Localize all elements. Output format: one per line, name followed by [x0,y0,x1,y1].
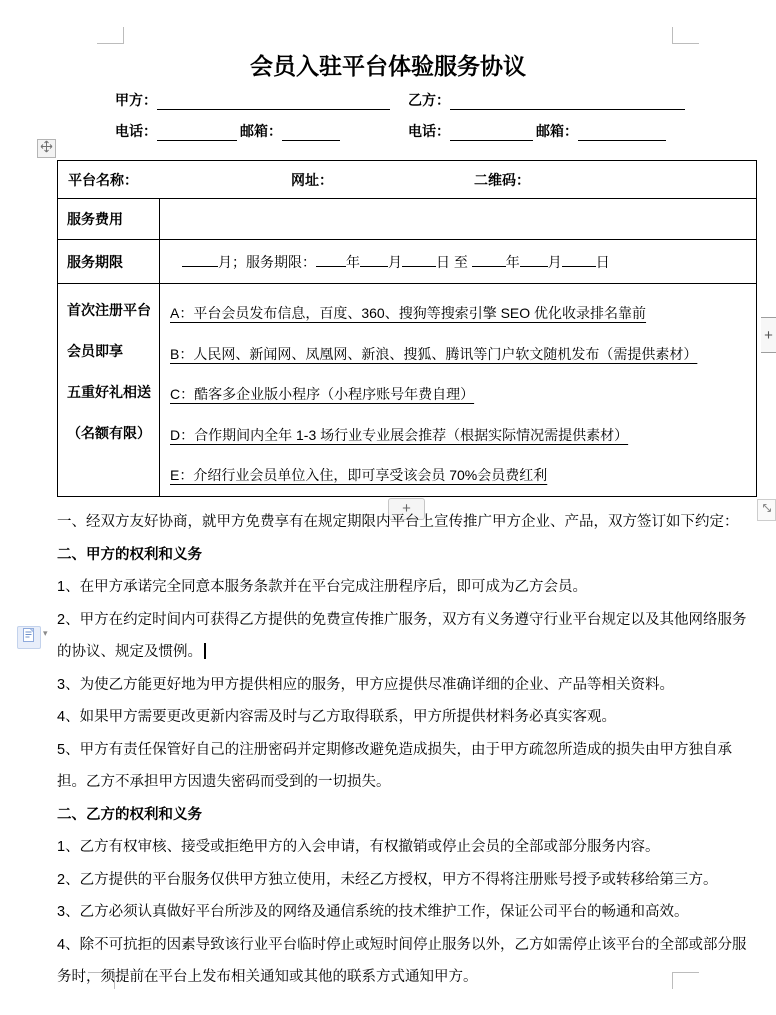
party-a-phone-blank[interactable] [157,123,237,141]
table-row-service-fee [58,199,756,240]
paste-clipboard-icon [21,627,37,648]
day-to-label: 日 至 [436,254,468,270]
benefit-item-b[interactable]: B：人民网、新闻网、凤凰网、新浪、搜狐、腾讯等门户软文随机发布（需提供素材） [170,345,698,362]
insert-column-button[interactable]: + [761,317,776,353]
agreement-body[interactable] [57,506,747,994]
platform-name-label[interactable]: 平台名称： [68,172,138,188]
email-label: 邮箱： [536,123,578,139]
party-b-blank-line[interactable] [450,92,685,110]
service-period-text: 月；服务期限： [218,254,316,270]
blank-months[interactable] [182,252,218,267]
clause-a5[interactable]: 5、甲方有责任保管好自己的注册密码并定期修改避免造成损失，由于甲方疏忽所造成的损失由甲方独自承担。乙方不承担甲方因遗失密码而受到的一切损失。 [57,741,733,790]
party-b-field[interactable] [408,90,685,110]
service-fee-label[interactable]: 服务费用 [58,199,160,239]
day-label: 日 [595,254,610,270]
benefits-label-line: （名额有限） [67,425,151,441]
year-label: 年 [505,254,520,270]
url-label[interactable]: 网址： [291,172,333,188]
clause-b4[interactable]: 4、除不可抗拒的因素导致该行业平台临时停止或短时间停止服务以外，乙方如需停止该平台的全部或部分服务时，须提前在平台上发布相关通知或其他的联系方式通知甲方。 [57,936,747,985]
month-label: 月 [388,254,402,270]
benefits-label[interactable] [58,284,160,496]
clause-b3[interactable]: 3、乙方必须认真做好平台所涉及的网络及通信系统的技术维护工作，保证公司平台的畅通和高效。 [57,904,689,920]
section-heading-party-a[interactable]: 二、甲方的权利和义务 [57,546,202,563]
party-b-phone-field[interactable] [408,121,533,141]
blank-day-end[interactable] [562,252,596,267]
party-b-label: 乙方： [408,92,450,108]
qrcode-label[interactable]: 二维码： [474,172,530,188]
year-label: 年 [346,254,360,270]
diagonal-resize-icon [761,501,773,519]
table-resize-handle[interactable] [757,499,776,521]
party-a-label: 甲方： [115,92,157,108]
benefit-item-c[interactable]: C：酷客多企业版小程序（小程序账号年费自理） [170,386,475,402]
move-arrows-icon [40,140,53,158]
phone-label: 电话： [115,123,157,139]
benefits-label-line: 五重好礼相送 [67,384,151,400]
service-fee-value[interactable] [160,199,756,239]
email-label: 邮箱： [240,123,282,139]
section-heading-party-b[interactable]: 二、乙方的权利和义务 [57,806,202,823]
blank-year-end[interactable] [472,252,506,267]
insert-row-button[interactable]: + [388,498,425,520]
table-row-platform[interactable] [58,161,756,199]
table-move-handle[interactable] [37,139,56,158]
clause-intro[interactable]: 一、经双方友好协商，就甲方免费享有在规定期限内平台上宣传推广甲方企业、产品，双方签订如下约定： [57,514,739,530]
party-a-phone-field[interactable] [115,121,237,141]
paste-options-button[interactable] [17,626,41,649]
crop-mark-top-right [672,27,699,44]
table-row-benefits [58,284,756,496]
clause-a4[interactable]: 4、如果甲方需要更改更新内容需及时与乙方取得联系，甲方所提供材料务必真实客观。 [57,709,617,725]
service-period-label[interactable]: 服务期限 [58,240,160,283]
party-a-field[interactable] [115,90,390,110]
benefit-item-d[interactable]: D：合作期间内全年 1-3 场行业专业展会推荐（根据实际情况需提供素材） [170,426,629,443]
text-cursor [204,643,206,659]
benefits-label-line: 首次注册平台 [67,302,151,318]
party-b-email-blank[interactable] [578,123,666,141]
party-a-email-blank[interactable] [282,123,340,141]
agreement-table [57,160,757,497]
clause-a3[interactable]: 3、为使乙方能更好地为甲方提供相应的服务，甲方应提供尽准确详细的企业、产品等相关资料。 [57,676,675,693]
benefits-list[interactable] [160,284,756,496]
crop-mark-top-left [97,27,124,44]
phone-label: 电话： [408,123,450,139]
blank-day-start[interactable] [402,252,436,267]
party-b-phone-blank[interactable] [450,123,533,141]
clause-a1[interactable]: 1、在甲方承诺完全同意本服务条款并在平台完成注册程序后，即可成为乙方会员。 [57,579,588,595]
blank-month-start[interactable] [360,252,388,267]
party-b-email-field[interactable] [536,121,666,141]
blank-year-start[interactable] [316,252,346,267]
party-a-email-field[interactable] [240,121,340,141]
service-period-value[interactable] [160,240,756,283]
table-row-service-period [58,240,756,284]
clause-b2[interactable]: 2、乙方提供的平台服务仅供甲方独立使用，未经乙方授权，甲方不得将注册账号授予或转移给第三方。 [57,871,718,888]
benefit-item-a[interactable]: A：平台会员发布信息，百度、360、搜狗等搜索引擎 SEO 优化收录排名靠前 [170,305,647,321]
paste-options-dropdown-arrow[interactable]: ▾ [43,628,48,638]
blank-month-end[interactable] [520,252,548,267]
clause-a2[interactable]: 2、甲方在约定时间内可获得乙方提供的免费宣传推广服务，双方有义务遵守行业平台规定以及其他网络服务的协议、规定及惯例。 [57,611,747,660]
month-label: 月 [547,254,562,270]
party-a-blank-line[interactable] [157,92,390,110]
page-title[interactable]: 会员入驻平台体验服务协议 [250,53,526,79]
benefit-item-e[interactable]: E：介绍行业会员单位入住，即可享受该会员 70%会员费红利 [170,467,548,483]
benefits-label-line: 会员即享 [67,343,123,359]
clause-b1[interactable]: 1、乙方有权审核、接受或拒绝甲方的入会申请，有权撤销或停止会员的全部或部分服务内容。 [57,839,660,855]
